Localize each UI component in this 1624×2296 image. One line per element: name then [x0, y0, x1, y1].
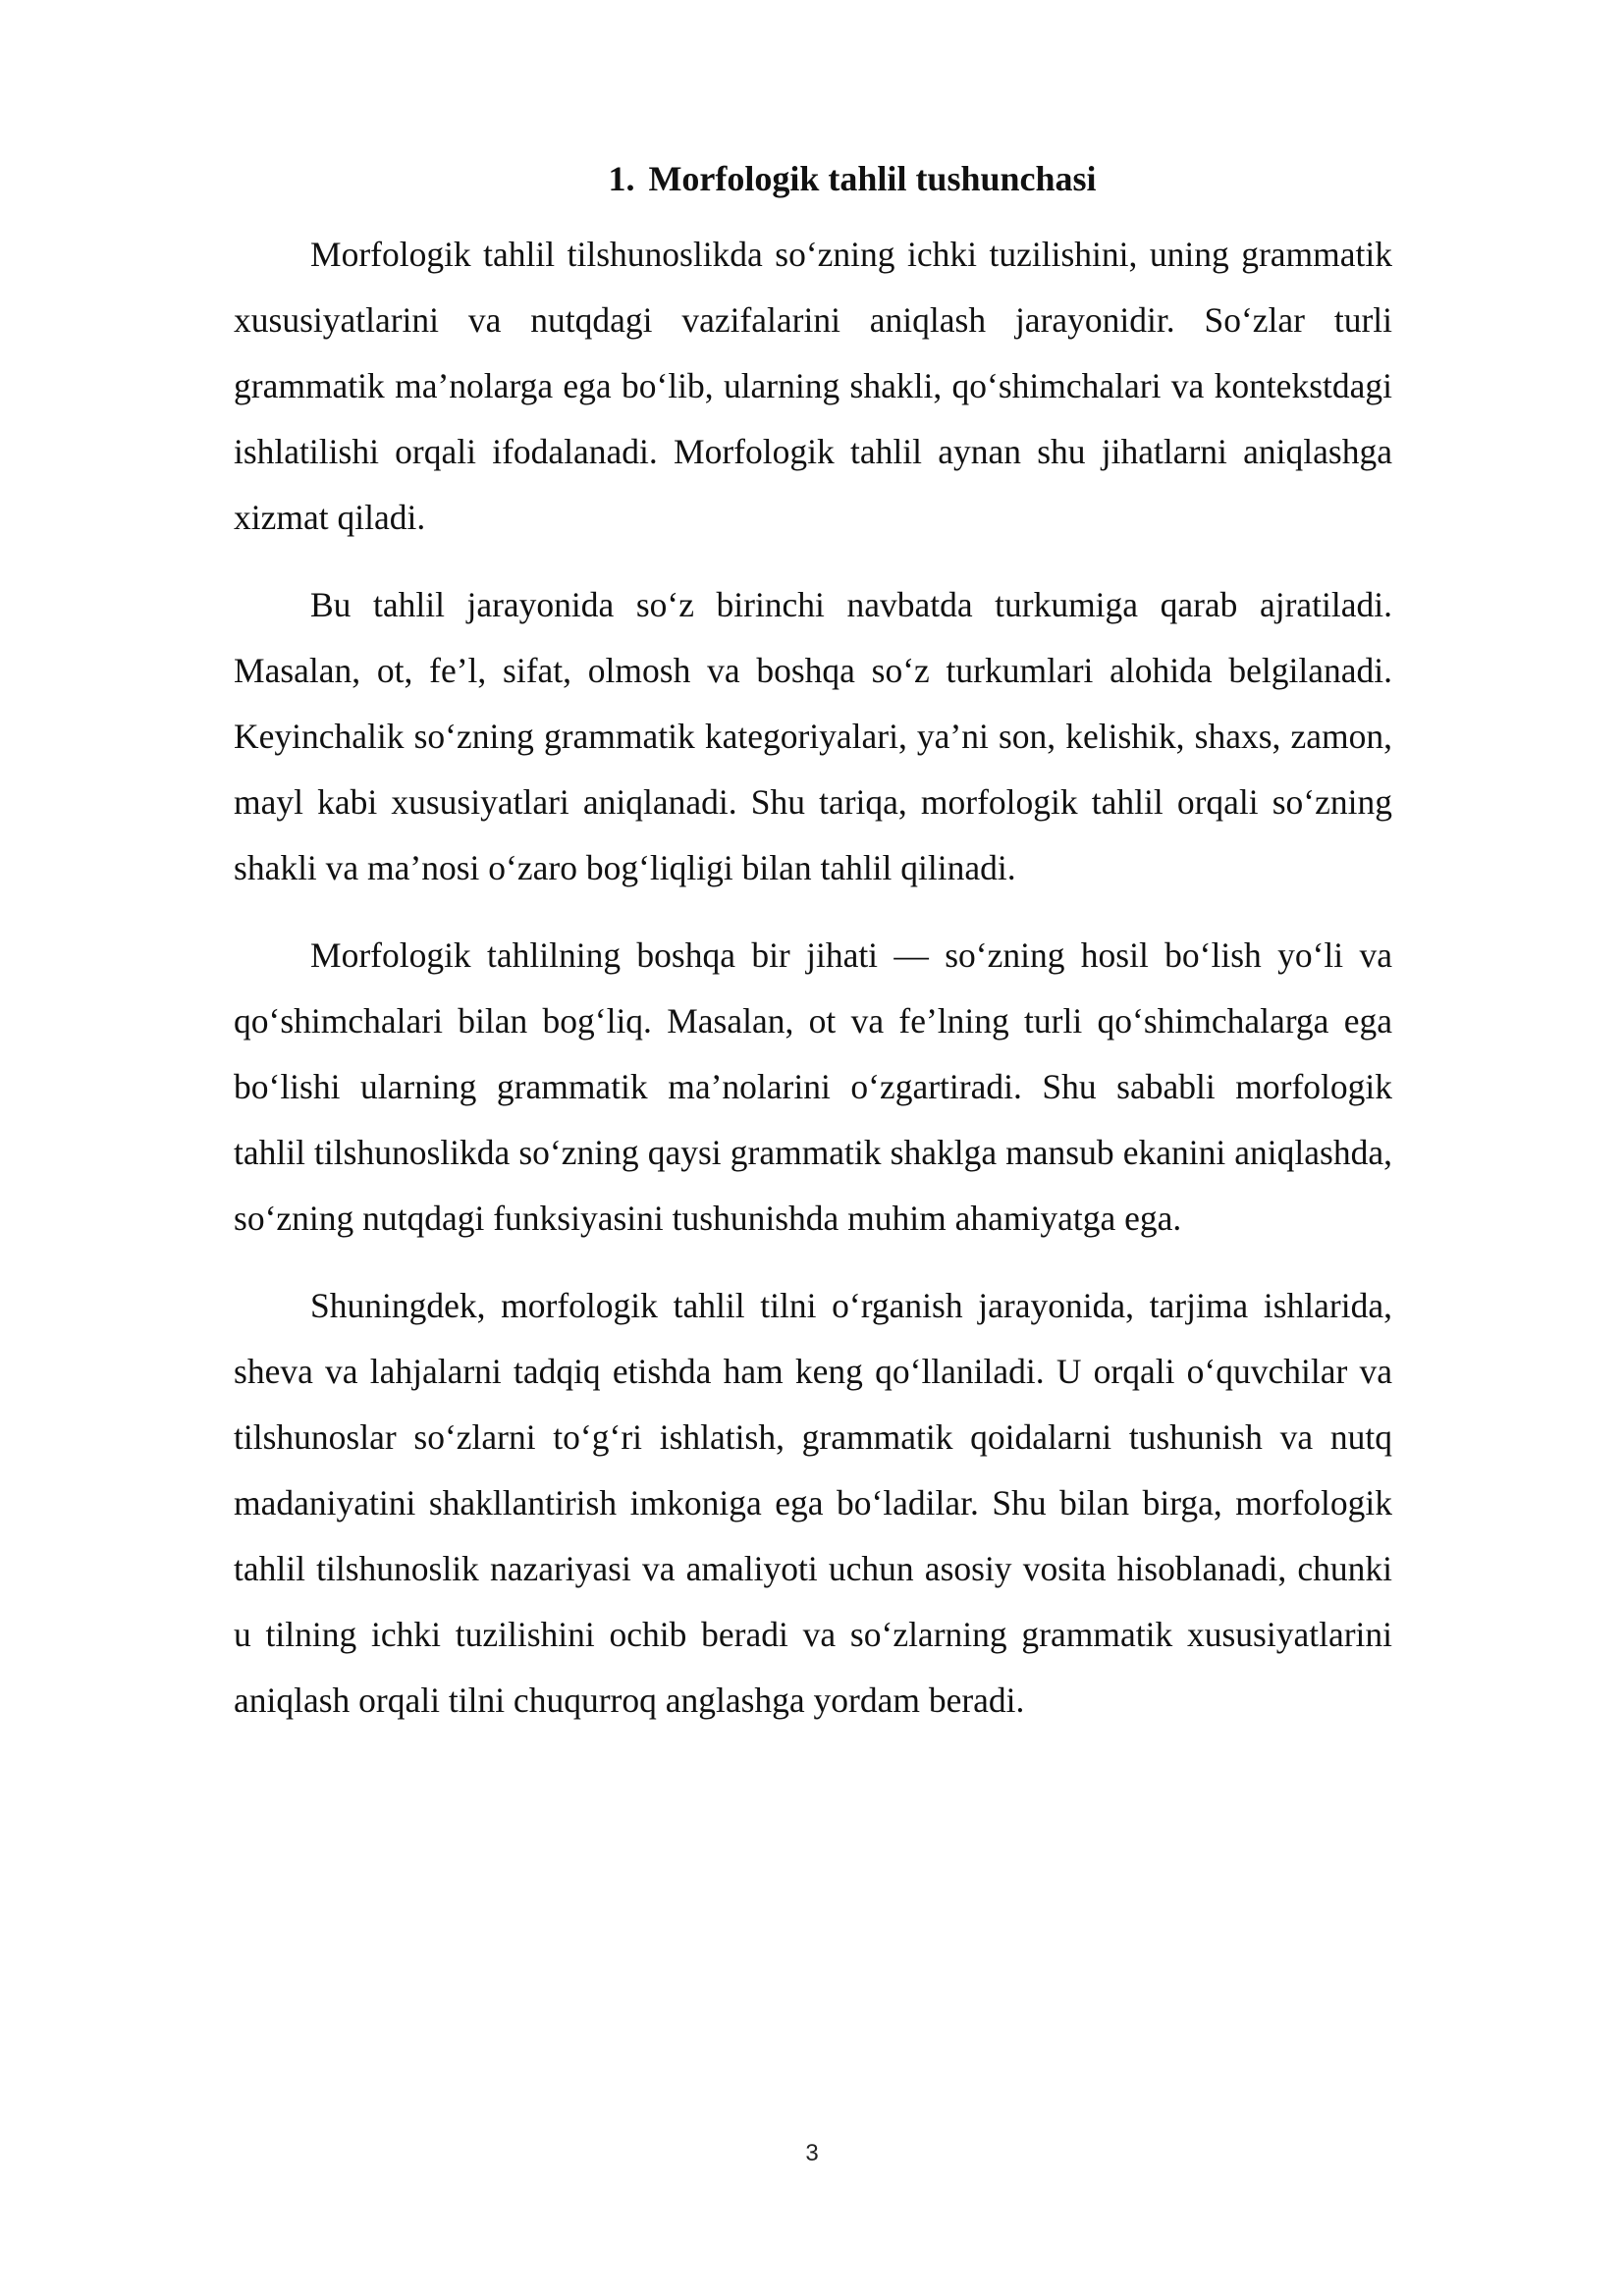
section-number: 1.	[608, 159, 635, 198]
section-title: Morfologik tahlil tushunchasi	[648, 159, 1097, 198]
paragraph-3: Morfologik tahlilning boshqa bir jihati — so‘zning hosil bo‘lish yo‘li va qo‘shimchalari bilan bog‘liq. Masalan, ot va fe’lning turli qo‘shimchalarga ega bo‘lishi ularning grammatik ma’nolarini o‘zgartiradi. Shu sababli morfologik tahlil tilshunoslikda so‘zning qaysi grammatik shaklga mansub ekanini aniqlashda, so‘zning nutqdagi funksiyasini tushunishda muhim ahamiyatga ega.	[234, 935, 1392, 1238]
section-heading	[234, 147, 1392, 210]
paragraph-4: Shuningdek, morfologik tahlil tilni o‘rganish jarayonida, tarjima ishlarida, sheva va lahjalarni tadqiq etishda ham keng qo‘llaniladi. U orqali o‘quvchilar va tilshunoslar so‘zlarni to‘g‘ri ishlatish, grammatik qoidalarni tushunish va nutq madaniyatini shakllantirish imkoniga ega bo‘ladilar. Shu bilan birga, morfologik tahlil tilshunoslik nazariyasi va amaliyoti uchun asosiy vosita hisoblanadi, chunki u tilning ichki tuzilishini ochib beradi va so‘zlarning grammatik xususiyatlarini aniqlash orqali tilni chuqurroq anglashga yordam beradi.	[234, 1286, 1392, 1720]
paragraph-2: Bu tahlil jarayonida so‘z birinchi navbatda turkumiga qarab ajratiladi. Masalan, ot, fe’l, sifat, olmosh va boshqa so‘z turkumlari alohida belgilanadi. Keyinchalik so‘zning grammatik kategoriyalari, ya’ni son, kelishik, shaxs, zamon, mayl kabi xususiyatlari aniqlanadi. Shu tariqa, morfologik tahlil orqali so‘zning shakli va ma’nosi o‘zaro bog‘liqligi bilan tahlil qilinadi.	[234, 585, 1392, 887]
page-content	[234, 147, 1392, 1755]
paragraph-1: Morfologik tahlil tilshunoslikda so‘zning ichki tuzilishini, uning grammatik xususiyatlarini va nutqdagi vazifalarini aniqlash jarayonidir. So‘zlar turli grammatik ma’nolarga ega bo‘lib, ularning shakli, qo‘shimchalari va kontekstdagi ishlatilishi orqali ifodalanadi. Morfologik tahlil aynan shu jihatlarni aniqlashga xizmat qiladi.	[234, 235, 1392, 537]
page-number: 3	[805, 2140, 819, 2166]
